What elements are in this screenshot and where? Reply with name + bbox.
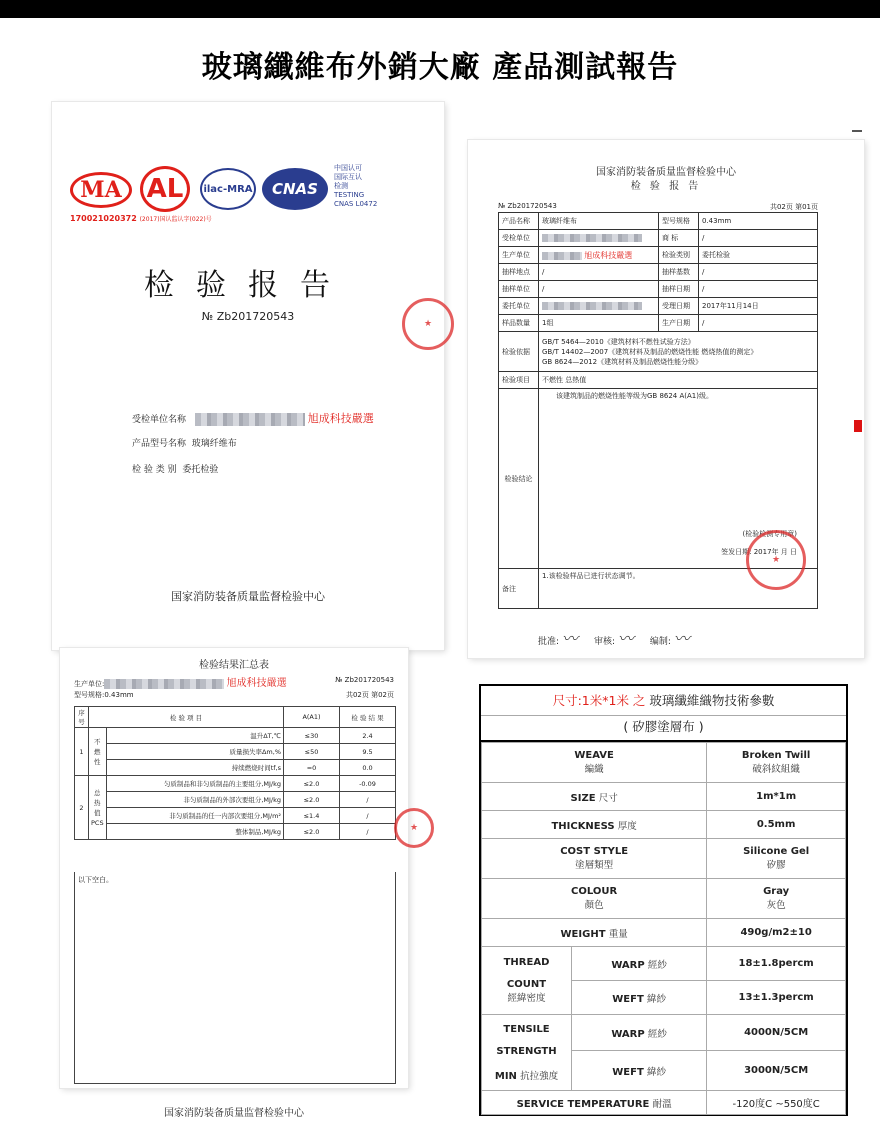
results-table: 序号 检 验 项 目 A(A1) 检 验 结 果 1 不燃性 温升ΔT,℃ ≤30 2.4 质量损失率Δm,% ≤50 9.5 持续燃烧时间tf,s =0 0.0 2 总热值PCS 匀质制品和非匀质制品的主要组分,MJ/kg ≤2.0 -0.09 非匀质制品的外部次要组分,MJ/kg ≤2.0 / 非匀质制品的任一内部次要组分,MJ/m² ≤1.4 / 整体制品,MJ/kg ≤2.0 / (74, 706, 396, 840)
spec-row-tensile-warp: TENSILE STRENGTH MIN 抗拉強度 WARP 經紗 4000N/5CM (482, 1015, 846, 1051)
spec-row-size: SIZE 尺寸 1m*1m (482, 783, 846, 811)
summary-pages: 共02页 第02页 (345, 691, 394, 699)
cma-logo: MA (70, 172, 132, 208)
spec-row-tensile-weft: WEFT 緯紗 3000N/5CM (482, 1051, 846, 1091)
report-page-1 (468, 140, 864, 658)
summary-footer: 国家消防装备质量监督检验中心 (164, 1108, 304, 1119)
maker-row: 生产单位: 旭成科技嚴選 (74, 678, 287, 689)
decorative-mark (852, 130, 862, 132)
cnas-logo: CNAS (262, 168, 328, 210)
spec-row-colour: COLOUR 顏色 Gray 灰色 (482, 879, 846, 919)
spec-row-weight: WEIGHT 重量 490g/m2±10 (482, 919, 846, 947)
top-bar (0, 0, 880, 18)
report-meta: № Zb201720543 共02页 第01页 (498, 202, 818, 211)
spec-row-thread-warp: THREAD COUNT 經緯密度 WARP 經紗 18±1.8percm (482, 947, 846, 981)
spec-row: 型号规格:0.43mm (74, 691, 134, 699)
red-seal-stamp: ★ (746, 530, 806, 590)
page-title: 玻璃纖維布外銷大廠 產品測試報告 (201, 50, 679, 85)
spec-row-temperature: SERVICE TEMPERATURE 耐溫 -120度C ~550度C (482, 1091, 846, 1115)
handwritten-signature: 〰 (673, 629, 690, 648)
handwritten-signature: 〰 (561, 629, 578, 648)
certification-logos (70, 164, 430, 224)
redacted-block (195, 413, 305, 426)
spec-row-thread-weft: WEFT 緯紗 13±1.3percm (482, 981, 846, 1015)
summary-title: 检验结果汇总表 (199, 660, 269, 671)
spec-row-weave: WEAVE 編織 Broken Twill 破斜紋組織 (482, 743, 846, 783)
client-row: 受检单位名称 旭成科技嚴選 (132, 412, 374, 425)
product-row: 产品型号名称 玻璃纤维布 (132, 439, 237, 449)
report-header: 国家消防装备质量监督检验中心 检 验 报 告 (596, 167, 736, 192)
signatures: 批准: 〰 审核: 〰 编制: 〰 (538, 629, 690, 648)
red-seal-stamp: ★ (402, 298, 454, 350)
blank-area: 以下空白。 (74, 872, 396, 1084)
spec-table-panel (479, 684, 848, 1116)
cover-report-number: № Zb201720543 (201, 310, 295, 323)
cal-logo: AL (140, 166, 190, 212)
summary-number: № Zb201720543 (335, 676, 394, 684)
decorative-mark (854, 420, 862, 432)
spec-row-coating: COST STYLE 塗層類型 Silicone Gel 矽膠 (482, 839, 846, 879)
spec-table (481, 742, 846, 1115)
report-page-2 (60, 648, 419, 1088)
cover-footer: 国家消防装备质量监督检验中心 (171, 590, 325, 603)
cnas-logo-text: 中国认可 国际互认 检测 TESTING CNAS L0472 (334, 164, 378, 208)
cover-title: 检验报告 (144, 268, 352, 303)
report-cover-page (52, 102, 444, 650)
cma-code: 170021020372 (2017)国认监认字(022)号 (70, 214, 212, 223)
category-row: 检 验 类 别 委托检验 (132, 465, 219, 475)
red-seal-stamp: ★ (394, 808, 434, 848)
ilac-mra-logo: ilac-MRA (200, 168, 256, 210)
spec-subtitle: ( 矽膠塗層布 ) (481, 716, 846, 742)
handwritten-signature: 〰 (617, 629, 634, 648)
report-table: 产品名称 玻璃纤维布 型号规格 0.43mm 受检单位 商 标 / 生产单位 旭成科技嚴選 检验类别 委托检验 抽样地点 / 抽样基数 / 抽样单位 / 抽样日期 / 委托单位 受理日期 2017年11月14日 样品数量 1组 生产日期 / 检验依据 GB/T 5464—2010《建筑材料不燃性试验方法》 GB/T 14402—2007《建筑材料及制品的燃烧性能 燃烧热值的测定》 GB 8624—2012《建筑材料及制品燃烧性能分级》 检验项目 不燃性 总热值 检验结论 该建筑制品的燃烧性能等级为GB 8624 A(A1)级。 (检验检测专用章) 签发日期: 2017年 月 日 备注 1.该检验样品已进行状态调节。 (498, 212, 818, 609)
spec-title: 尺寸:1米*1米 之 玻璃纖維織物技術參數 (481, 686, 846, 716)
spec-row-thickness: THICKNESS 厚度 0.5mm (482, 811, 846, 839)
